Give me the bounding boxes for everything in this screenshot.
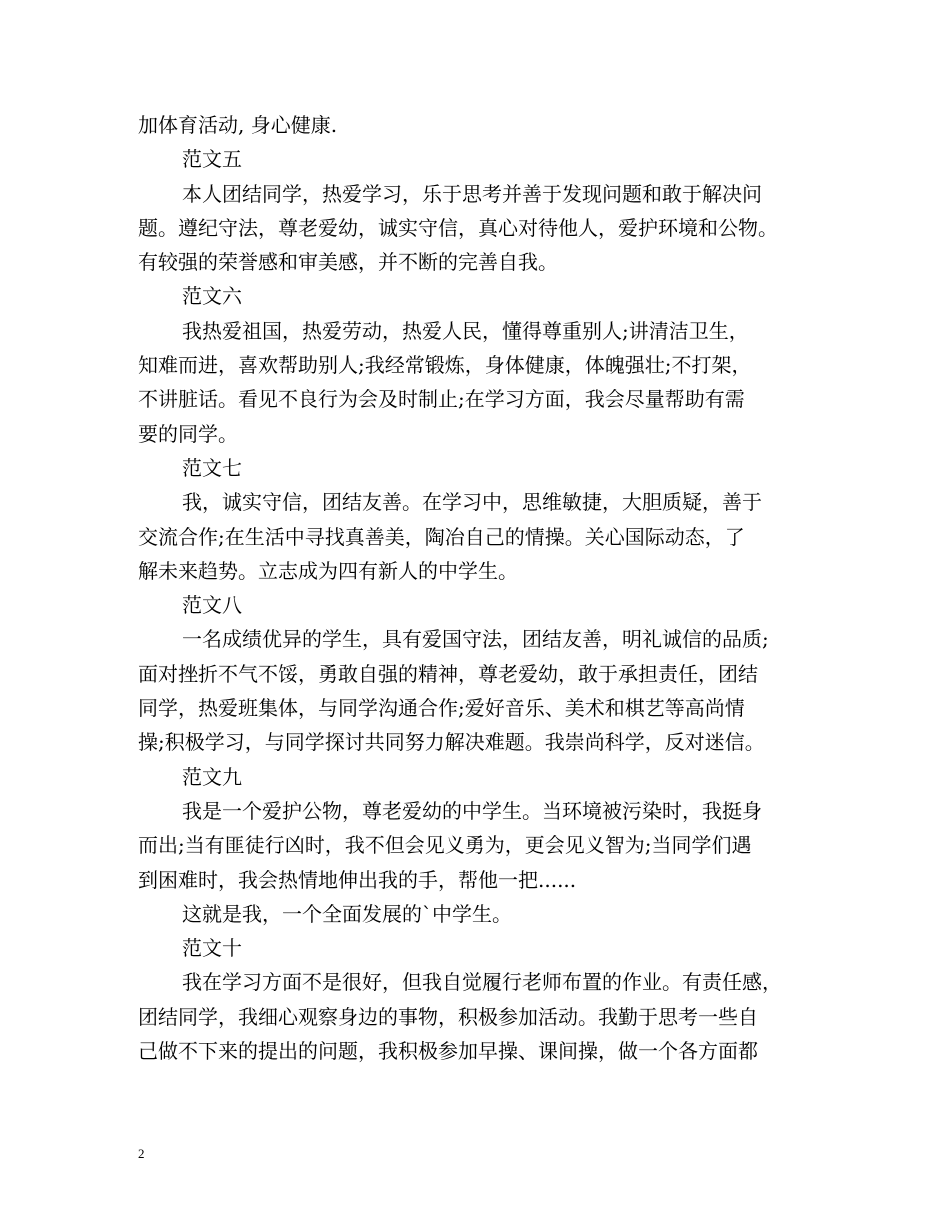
paragraph	[138, 314, 818, 451]
text-line: 这就是我，一个全面发展的`中学生。	[182, 901, 512, 926]
paragraph	[138, 177, 818, 280]
section-heading: 范文五	[182, 147, 242, 172]
text-line: 加体育活动, 身心健康.	[138, 113, 338, 137]
section-heading: 范文七	[182, 455, 242, 480]
paragraph	[138, 897, 818, 931]
text-line: 我，诚实守信，团结友善。在学习中，思维敏捷，大胆质疑，善于	[182, 490, 762, 515]
text-line: 我热爱祖国，热爱劳动，热爱人民，懂得尊重别人;讲清洁卫生，	[182, 318, 749, 343]
text-line: 操;积极学习，与同学探讨共同努力解决难题。我崇尚科学，反对迷信。	[138, 730, 765, 755]
text-line: 团结同学，我细心观察身边的事物，积极参加活动。我勤于思考一些自	[138, 1004, 758, 1029]
text-line: 到困难时，我会热情地伸出我的手，帮他一把......	[138, 867, 577, 892]
paragraph	[138, 485, 818, 588]
section-heading: 范文六	[182, 284, 242, 309]
paragraph	[138, 622, 818, 759]
text-line: 解未来趋势。立志成为四有新人的中学生。	[138, 558, 518, 583]
text-line: 本人团结同学，热爱学习，乐于思考并善于发现问题和敢于解决问	[182, 181, 762, 206]
page-number: 2	[138, 1146, 145, 1161]
text-line: 而出;当有匪徒行凶时，我不但会见义勇为，更会见义智为;当同学们遇	[138, 833, 752, 858]
text-line: 我在学习方面不是很好，但我自觉履行老师布置的作业。有责任感，	[182, 970, 782, 995]
section-heading: 范文八	[182, 593, 242, 618]
paragraph	[138, 108, 818, 142]
text-line: 要的同学。	[138, 421, 238, 446]
text-line: 一名成绩优异的学生，具有爱国守法，团结友善，明礼诚信的品质;	[182, 627, 769, 652]
text-line: 己做不下来的提出的问题，我积极参加早操、课间操，做一个各方面都	[138, 1039, 758, 1064]
text-line: 知难而进，喜欢帮助别人;我经常锻炼，身体健康，体魄强壮;不打架，	[138, 353, 752, 378]
paragraph	[138, 965, 818, 1068]
document-body	[138, 108, 818, 1068]
section-heading: 范文九	[182, 764, 242, 789]
text-line: 交流合作;在生活中寻找真善美，陶冶自己的情操。关心国际动态，了	[138, 524, 745, 549]
text-line: 同学，热爱班集体，与同学沟通合作;爱好音乐、美术和棋艺等高尚情	[138, 696, 745, 721]
text-line: 有较强的荣誉感和审美感，并不断的完善自我。	[138, 250, 558, 275]
section-heading: 范文十	[182, 936, 242, 961]
text-line: 题。遵纪守法，尊老爱幼，诚实守信，真心对待他人，爱护环境和公物。	[138, 215, 778, 240]
paragraph	[138, 794, 818, 897]
text-line: 我是一个爱护公物，尊老爱幼的中学生。当环境被污染时，我挺身	[182, 798, 762, 823]
text-line: 不讲脏话。看见不良行为会及时制止;在学习方面，我会尽量帮助有需	[138, 387, 745, 412]
text-line: 面对挫折不气不馁，勇敢自强的精神，尊老爱幼，敢于承担责任，团结	[138, 661, 758, 686]
